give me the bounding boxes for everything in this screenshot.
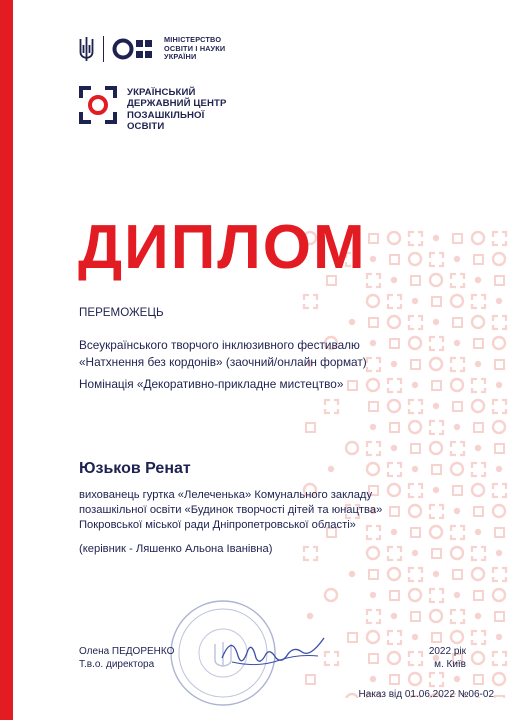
pattern-motif [370, 676, 376, 682]
pattern-motif [453, 402, 462, 411]
pattern-motif [453, 570, 462, 579]
pattern-motif [451, 274, 464, 287]
trident-icon [79, 36, 94, 62]
recipient-details [79, 488, 459, 532]
pattern-motif [474, 423, 483, 432]
pattern-motif [475, 277, 481, 283]
pattern-motif [430, 673, 443, 686]
pattern-motif [348, 633, 357, 642]
pattern-motif [474, 591, 483, 600]
pattern-motif [474, 255, 483, 264]
pattern-motif [388, 316, 400, 328]
pattern-motif [474, 507, 483, 516]
pattern-motif [493, 652, 506, 665]
pattern-motif [472, 232, 484, 244]
pattern-motif [325, 400, 338, 413]
pattern-motif [493, 316, 506, 329]
center-logo-icon [79, 86, 117, 124]
pattern-motif [369, 570, 378, 579]
pattern-motif [349, 571, 355, 577]
pattern-motif [453, 234, 462, 243]
pattern-motif [304, 295, 317, 308]
pattern-motif [432, 549, 441, 558]
pattern-motif [430, 421, 443, 434]
signature [218, 628, 328, 678]
pattern-motif [493, 421, 505, 433]
pattern-motif [472, 568, 484, 580]
leader: (керівник - Ляшенко Альона Іванівна) [79, 543, 273, 555]
pattern-motif [367, 442, 380, 455]
pattern-motif [495, 276, 504, 285]
issue-year: 2022 рік [428, 646, 466, 657]
pattern-motif [432, 381, 441, 390]
recipient-details-line-3: Покровської міської ради Дніпропетровської області» [79, 518, 356, 531]
pattern-motif [493, 400, 506, 413]
pattern-motif [453, 318, 462, 327]
center-name-line-1: УКРАЇНСЬКИЙ [127, 87, 196, 98]
ministry-logo-block [79, 36, 225, 62]
pattern-motif [391, 277, 397, 283]
pattern-motif [475, 445, 481, 451]
pattern-motif [472, 484, 484, 496]
pattern-motif [493, 505, 505, 517]
pattern-motif [495, 528, 504, 537]
pattern-motif [307, 613, 313, 619]
pattern-motif [388, 463, 401, 476]
pattern-motif [412, 298, 418, 304]
pattern-motif [430, 589, 443, 602]
pattern-motif [454, 424, 460, 430]
pattern-motif [412, 634, 418, 640]
pattern-motif [367, 274, 380, 287]
pattern-motif [430, 610, 442, 622]
pattern-motif [411, 276, 420, 285]
pattern-motif [346, 442, 358, 454]
pattern-motif [430, 253, 443, 266]
logo-divider [103, 36, 104, 62]
recipient-name: Юзьков Ренат [79, 460, 191, 477]
pattern-motif [390, 423, 399, 432]
pattern-motif [370, 256, 376, 262]
pattern-motif [369, 234, 378, 243]
pattern-motif [390, 255, 399, 264]
pattern-motif [388, 652, 400, 664]
order-reference: Наказ від 01.06.2022 №06-02 [358, 689, 494, 700]
pattern-motif [496, 550, 502, 556]
festival-name [79, 337, 479, 371]
pattern-motif [472, 316, 484, 328]
pattern-motif [325, 589, 337, 601]
pattern-motif [391, 613, 397, 619]
pattern-motif [495, 612, 504, 621]
pattern-motif [493, 337, 505, 349]
pattern-motif [346, 694, 358, 698]
pattern-motif [388, 631, 401, 644]
pattern-motif [388, 568, 400, 580]
pattern-motif [412, 466, 418, 472]
pattern-motif [472, 295, 485, 308]
pattern-motif [409, 400, 422, 413]
pattern-motif [369, 402, 378, 411]
issue-city: м. Київ [434, 659, 466, 670]
pattern-motif [412, 550, 418, 556]
pattern-motif [411, 444, 420, 453]
pattern-motif [472, 400, 484, 412]
pattern-motif [304, 547, 317, 560]
pattern-motif [451, 442, 464, 455]
pattern-motif [306, 423, 315, 432]
pattern-motif [472, 652, 484, 664]
pattern-motif [367, 547, 379, 559]
date-place-block [429, 645, 466, 671]
center-logo-block [79, 86, 227, 132]
pattern-motif [369, 318, 378, 327]
pattern-motif [432, 633, 441, 642]
pattern-motif [475, 529, 481, 535]
pattern-motif [451, 547, 463, 559]
pattern-motif [412, 382, 418, 388]
pattern-motif [451, 463, 463, 475]
ministry-name-line-3: УКРАЇНИ [164, 52, 197, 62]
pattern-motif [349, 319, 355, 325]
ministry-logo-icon [112, 38, 158, 60]
pattern-motif [472, 631, 485, 644]
pattern-motif [454, 592, 460, 598]
pattern-motif [367, 631, 379, 643]
pattern-motif [451, 379, 463, 391]
pattern-motif [370, 592, 376, 598]
left-red-bar [0, 0, 13, 720]
signer-block [79, 645, 174, 671]
festival-line-2: «Натхнення без кордонів» (заочний/онлайн формат) [79, 355, 367, 369]
pattern-motif [432, 465, 441, 474]
pattern-motif [433, 319, 439, 325]
ministry-name [164, 36, 225, 62]
pattern-motif [367, 610, 380, 623]
pattern-motif [388, 400, 400, 412]
winner-label: ПЕРЕМОЖЕЦЬ [79, 306, 164, 319]
pattern-motif [493, 568, 506, 581]
pattern-motif [496, 382, 502, 388]
recipient-details-line-2: позашкільної освіти «Будинок творчості дітей та юнацтва» [79, 503, 383, 516]
pattern-motif [495, 696, 504, 698]
pattern-motif [388, 295, 401, 308]
festival-line-1: Всеукраїнського творчого інклюзивного фестивалю [79, 338, 360, 352]
pattern-motif [409, 232, 422, 245]
pattern-motif [496, 634, 502, 640]
signer-position: Т.в.о. директора [79, 659, 155, 670]
pattern-motif [409, 652, 422, 665]
recipient-details-line-1: вихованець гуртка «Лелеченька» Комунального закладу [79, 489, 373, 501]
pattern-motif [474, 675, 483, 684]
pattern-motif [430, 442, 442, 454]
pattern-motif [493, 484, 506, 497]
pattern-motif [495, 444, 504, 453]
pattern-motif [388, 379, 401, 392]
pattern-motif [367, 379, 379, 391]
pattern-motif [433, 403, 439, 409]
pattern-motif [409, 589, 421, 601]
pattern-motif [409, 673, 421, 685]
pattern-motif [388, 547, 401, 560]
pattern-motif [472, 379, 485, 392]
pattern-motif [367, 295, 379, 307]
diploma-title: ДИПЛОМ [78, 213, 367, 282]
center-name [127, 87, 227, 132]
pattern-motif [433, 571, 439, 577]
center-name-line-2: ДЕРЖАВНИЙ ЦЕНТР [127, 98, 227, 110]
nomination: Номінація «Декоративно-прикладне мистецтво» [79, 377, 344, 391]
pattern-motif [472, 463, 485, 476]
pattern-motif [409, 316, 422, 329]
pattern-motif [409, 421, 421, 433]
center-name-line-3: ПОЗАШКІЛЬНОЇ [127, 109, 205, 121]
pattern-motif [367, 463, 379, 475]
pattern-motif [454, 256, 460, 262]
pattern-motif [451, 295, 463, 307]
pattern-motif [370, 424, 376, 430]
pattern-motif [496, 466, 502, 472]
pattern-motif [454, 676, 460, 682]
pattern-motif [493, 232, 506, 245]
pattern-motif [433, 235, 439, 241]
pattern-motif [495, 360, 504, 369]
pattern-motif [493, 589, 505, 601]
pattern-motif [391, 445, 397, 451]
pattern-motif [409, 253, 421, 265]
pattern-motif [475, 613, 481, 619]
pattern-motif [493, 673, 505, 685]
pattern-motif [472, 547, 485, 560]
ministry-name-line-2: ОСВІТИ І НАУКИ [164, 43, 226, 53]
pattern-motif [390, 675, 399, 684]
pattern-motif [451, 631, 463, 643]
ministry-name-line-1: МІНІСТЕРСТВО [164, 35, 222, 45]
pattern-motif [493, 253, 505, 265]
decorative-pattern [300, 228, 510, 698]
pattern-motif [409, 568, 422, 581]
pattern-motif [451, 610, 464, 623]
pattern-motif [348, 381, 357, 390]
center-name-line-4: ОСВІТИ [127, 120, 165, 132]
pattern-motif [430, 274, 442, 286]
pattern-motif [496, 298, 502, 304]
pattern-motif [432, 297, 441, 306]
pattern-motif [328, 466, 334, 472]
pattern-motif [390, 591, 399, 600]
pattern-motif [411, 612, 420, 621]
pattern-motif [369, 654, 378, 663]
pattern-motif [388, 232, 400, 244]
signer-name: Олена ПЕДОРЕНКО [79, 646, 175, 657]
